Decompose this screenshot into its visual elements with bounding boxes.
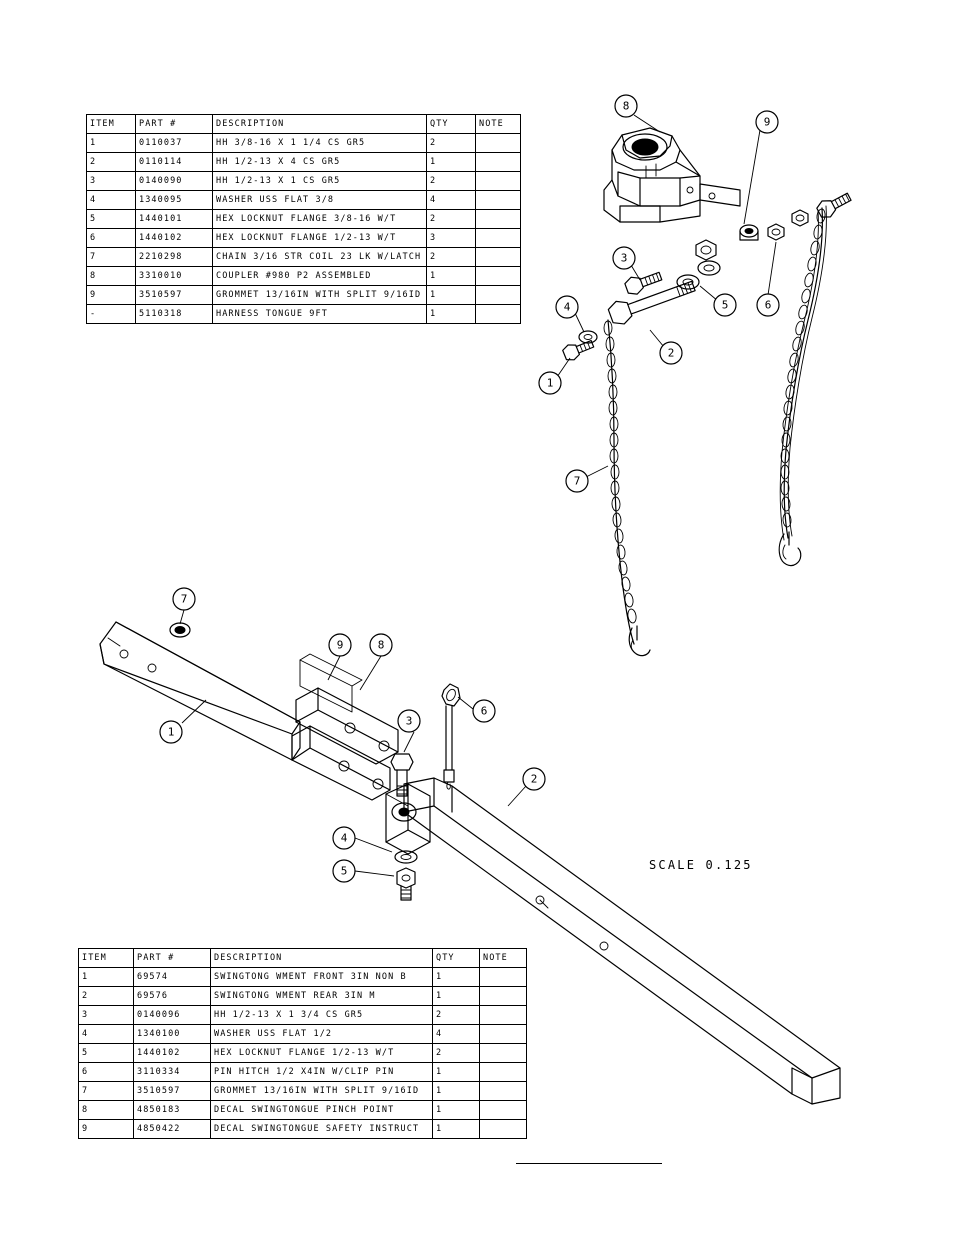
balloon-1b	[160, 721, 182, 743]
hitch-pin-part	[442, 684, 460, 789]
balloon-6	[757, 294, 779, 316]
balloon-3b	[398, 710, 420, 732]
cell-description: SWINGTONG WMENT FRONT 3IN NON B	[211, 968, 433, 987]
cell-description: HEX LOCKNUT FLANGE 3/8-16 W/T	[213, 210, 427, 229]
cell-part: 69574	[134, 968, 211, 987]
cell-description: GROMMET 13/16IN WITH SPLIT 9/16ID	[211, 1082, 433, 1101]
cell-item: 4	[79, 1025, 134, 1044]
header-item: ITEM	[79, 949, 134, 968]
rear-tongue-part	[386, 778, 840, 1104]
svg-text:3: 3	[620, 251, 628, 265]
cell-part: 4850422	[134, 1120, 211, 1139]
cell-qty: 2	[427, 210, 476, 229]
hex-bolt-part-right	[815, 189, 853, 221]
header-qty: QTY	[433, 949, 480, 968]
cell-part: 1340095	[136, 191, 213, 210]
locknut-parts-right	[768, 210, 808, 240]
cell-qty: 1	[427, 286, 476, 305]
balloon-4	[556, 296, 578, 318]
cell-description: GROMMET 13/16IN WITH SPLIT 9/16ID	[213, 286, 427, 305]
cell-description: WASHER USS FLAT 1/2	[211, 1025, 433, 1044]
locknut-part-center	[696, 240, 716, 260]
balloon-5b	[333, 860, 355, 882]
header-qty: QTY	[427, 115, 476, 134]
cell-part: 1340100	[134, 1025, 211, 1044]
swingtongue-assembly-group	[100, 610, 840, 1104]
cell-qty: 1	[433, 1101, 480, 1120]
cell-qty: 2	[427, 248, 476, 267]
cell-qty: 2	[433, 1006, 480, 1025]
cell-description: COUPLER #980 P2 ASSEMBLED	[213, 267, 427, 286]
cell-description: SWINGTONG WMENT REAR 3IN M	[211, 987, 433, 1006]
svg-text:8: 8	[377, 638, 385, 652]
cell-item: 6	[87, 229, 136, 248]
cell-part: 1440102	[134, 1044, 211, 1063]
svg-text:2: 2	[530, 772, 538, 786]
cell-item: 7	[79, 1082, 134, 1101]
coupler-assembly-group	[557, 115, 853, 656]
cell-item: 1	[87, 134, 136, 153]
header-note: NOTE	[476, 115, 521, 134]
long-hex-bolt-part	[607, 275, 698, 328]
balloon-2	[660, 342, 682, 364]
cell-description: WASHER USS FLAT 3/8	[213, 191, 427, 210]
cell-item: 3	[79, 1006, 134, 1025]
front-tongue-part	[100, 622, 398, 800]
cell-description: HH 3/8-16 X 1 1/4 CS GR5	[213, 134, 427, 153]
safety-chain-left-part	[604, 320, 650, 656]
cell-qty: 2	[427, 172, 476, 191]
cell-part: 1440102	[136, 229, 213, 248]
cell-part: 3110334	[134, 1063, 211, 1082]
header-part: PART #	[136, 115, 213, 134]
svg-text:4: 4	[563, 300, 571, 314]
hex-bolt-part-center	[624, 268, 664, 297]
svg-text:5: 5	[721, 298, 729, 312]
cell-qty: 1	[433, 1063, 480, 1082]
svg-text:7: 7	[573, 474, 581, 488]
coupler-part	[604, 128, 740, 222]
header-note: NOTE	[480, 949, 527, 968]
cell-item: 7	[87, 248, 136, 267]
cell-qty: 1	[427, 267, 476, 286]
cell-item: 5	[87, 210, 136, 229]
balloon-4b	[333, 827, 355, 849]
svg-text:9: 9	[336, 638, 344, 652]
cell-description: HH 1/2-13 X 1 3/4 CS GR5	[211, 1006, 433, 1025]
cell-description: PIN HITCH 1/2 X4IN W/CLIP PIN	[211, 1063, 433, 1082]
grommet-part	[740, 225, 758, 240]
balloon-3	[613, 247, 635, 269]
svg-text:1: 1	[546, 376, 554, 390]
balloon-callouts	[160, 95, 779, 882]
cell-part: 2210298	[136, 248, 213, 267]
cell-part: 5110318	[136, 305, 213, 324]
cell-qty: 3	[427, 229, 476, 248]
balloon-8	[615, 95, 637, 117]
lower-washer-locknut-parts	[395, 851, 417, 900]
svg-text:3: 3	[405, 714, 413, 728]
svg-text:8: 8	[622, 99, 630, 113]
cell-qty: 2	[433, 1044, 480, 1063]
cell-qty: 1	[433, 1120, 480, 1139]
cell-description: HARNESS TONGUE 9FT	[213, 305, 427, 324]
cell-item: 8	[87, 267, 136, 286]
cell-item: 2	[79, 987, 134, 1006]
cell-description: CHAIN 3/16 STR COIL 23 LK W/LATCH	[213, 248, 427, 267]
cell-item: -	[87, 305, 136, 324]
cell-item: 4	[87, 191, 136, 210]
balloon-7	[566, 470, 588, 492]
svg-text:9: 9	[763, 115, 771, 129]
cell-description: HEX LOCKNUT FLANGE 1/2-13 W/T	[211, 1044, 433, 1063]
cell-description: DECAL SWINGTONGUE PINCH POINT	[211, 1101, 433, 1120]
cell-item: 1	[79, 968, 134, 987]
cell-qty: 1	[433, 987, 480, 1006]
cell-part: 3510597	[134, 1082, 211, 1101]
balloon-9	[756, 111, 778, 133]
cell-item: 8	[79, 1101, 134, 1120]
cell-description: HH 1/2-13 X 4 CS GR5	[213, 153, 427, 172]
header-description: DESCRIPTION	[213, 115, 427, 134]
balloon-7b	[173, 588, 195, 610]
cell-qty: 1	[427, 153, 476, 172]
cell-part: 0110037	[136, 134, 213, 153]
cell-part: 0140090	[136, 172, 213, 191]
balloon-1	[539, 372, 561, 394]
cell-description: DECAL SWINGTONGUE SAFETY INSTRUCT	[211, 1120, 433, 1139]
svg-text:6: 6	[480, 704, 488, 718]
cell-part: 4850183	[134, 1101, 211, 1120]
cell-part: 69576	[134, 987, 211, 1006]
cell-description: HEX LOCKNUT FLANGE 1/2-13 W/T	[213, 229, 427, 248]
svg-text:4: 4	[340, 831, 348, 845]
cell-part: 3310010	[136, 267, 213, 286]
hex-bolt-part-left	[562, 336, 596, 362]
safety-chain-right-part	[779, 206, 826, 566]
cell-item: 5	[79, 1044, 134, 1063]
cell-qty: 4	[433, 1025, 480, 1044]
header-description: DESCRIPTION	[211, 949, 433, 968]
cell-qty: 1	[433, 1082, 480, 1101]
cell-part: 0110114	[136, 153, 213, 172]
cell-item: 9	[79, 1120, 134, 1139]
svg-text:7: 7	[180, 592, 188, 606]
cell-item: 6	[79, 1063, 134, 1082]
cell-qty: 1	[433, 968, 480, 987]
scale-note: SCALE 0.125	[649, 858, 753, 872]
svg-text:6: 6	[764, 298, 772, 312]
cell-item: 9	[87, 286, 136, 305]
balloon-5	[714, 294, 736, 316]
balloon-9b	[329, 634, 351, 656]
cell-qty: 2	[427, 134, 476, 153]
svg-text:2: 2	[667, 346, 675, 360]
header-item: ITEM	[87, 115, 136, 134]
svg-text:1: 1	[167, 725, 175, 739]
balloon-8b	[370, 634, 392, 656]
cell-qty: 1	[427, 305, 476, 324]
header-part: PART #	[134, 949, 211, 968]
cell-part: 0140096	[134, 1006, 211, 1025]
svg-text:5: 5	[340, 864, 348, 878]
cell-item: 3	[87, 172, 136, 191]
cell-description: HH 1/2-13 X 1 CS GR5	[213, 172, 427, 191]
cell-part: 1440101	[136, 210, 213, 229]
balloon-2b	[523, 768, 545, 790]
cell-item: 2	[87, 153, 136, 172]
balloon-6b	[473, 700, 495, 722]
cell-qty: 4	[427, 191, 476, 210]
cell-part: 3510597	[136, 286, 213, 305]
